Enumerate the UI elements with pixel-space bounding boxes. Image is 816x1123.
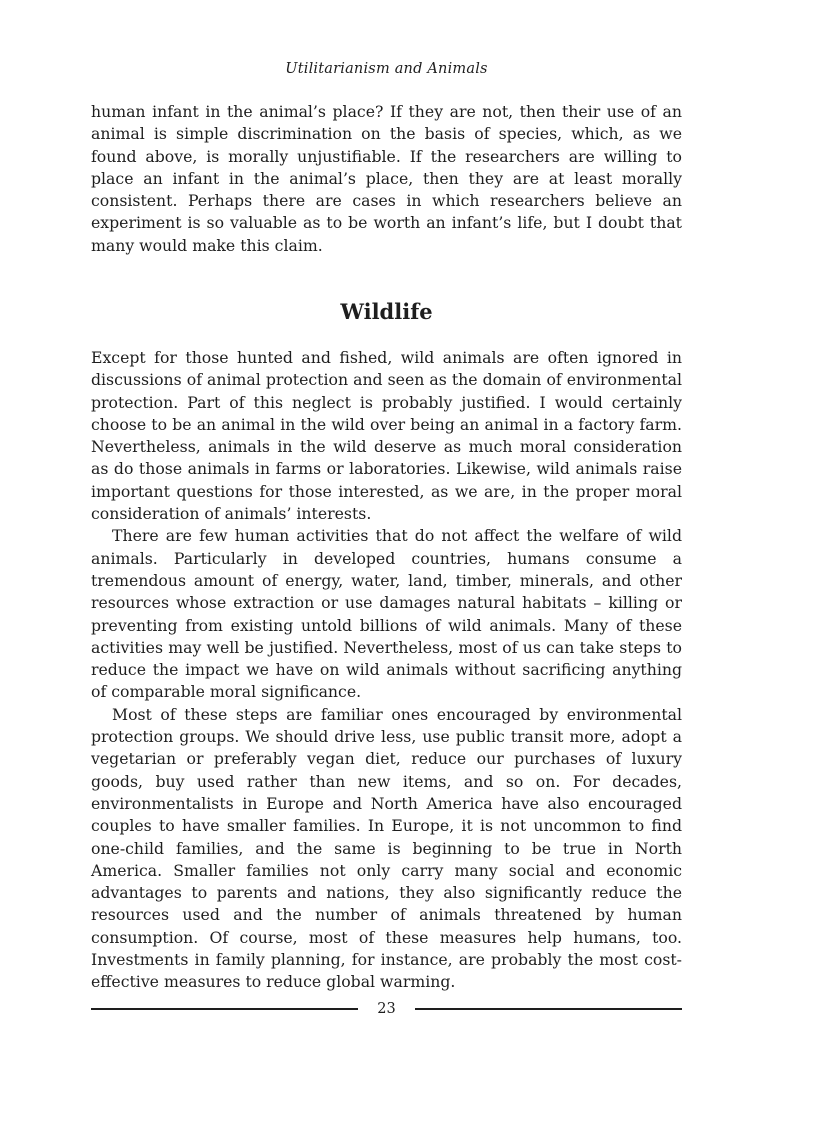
- paragraph-2: There are few human activities that do not affect the welfare of wild animals. Particularly in developed countries, humans consume a tremendous amount of energy, water, land, timber, minerals, and other resources whose extraction or use damages natural habitats – killing or preventing from existing untold billions of wild animals. Many of these activities may well be justified. Nevertheless, most of us can take steps to reduce the impact we have on wild animals without sacrificing anything of comparable moral significance.: [91, 526, 682, 702]
- intro-paragraph: human infant in the animal’s place? If they are not, then their use of an animal is simple discrimination on the basis of species, which, as we found above, is morally unjustifiable. If the researchers are willing to place an infant in the animal’s place, then they are at least morally consistent. Perhaps there are cases in which researchers believe an experiment is so valuable as to be worth an infant’s life, but I doubt that many would make this claim.: [91, 102, 682, 255]
- paragraph-3: Most of these steps are familiar ones encouraged by environmental protection groups. We should drive less, use public transit more, adopt a vegetarian or preferably vegan diet, reduce our purchases of luxury goods, buy used rather than new items, and so on. For decades, environmentalists in Europe and North America have also encouraged couples to have smaller families. In Europe, it is not uncommon to find one-child families, and the same is beginning to be true in North America. Smaller families not only carry many social and economic advantages to parents and nations, they also significantly reduce the resources used and the number of animals threatened by human consumption. Of course, most of these measures help humans, too. Investments in family planning, for instance, are probably the most cost-effective measures to reduce global warming.: [91, 704, 682, 992]
- section-heading: Wildlife: [340, 299, 433, 324]
- section-text-block: [91, 347, 682, 994]
- footer-rule-right: [415, 1008, 682, 1010]
- running-head: Utilitarianism and Animals: [285, 61, 488, 77]
- intro-text-block: [91, 101, 682, 257]
- book-page: [91, 0, 682, 1123]
- paragraph-1: Except for those hunted and fished, wild animals are often ignored in discussions of animal protection and seen as the domain of environmental protection. Part of this neglect is probably justified. I would certainly choose to be an animal in the wild over being an animal in a factory farm. Nevertheless, animals in the wild deserve as much moral consideration as do those animals in farms or laboratories. Likewise, wild animals raise important questions for those interested, as we are, in the proper moral consideration of animals’ interests.: [91, 348, 682, 524]
- page-number: 23: [377, 1001, 396, 1017]
